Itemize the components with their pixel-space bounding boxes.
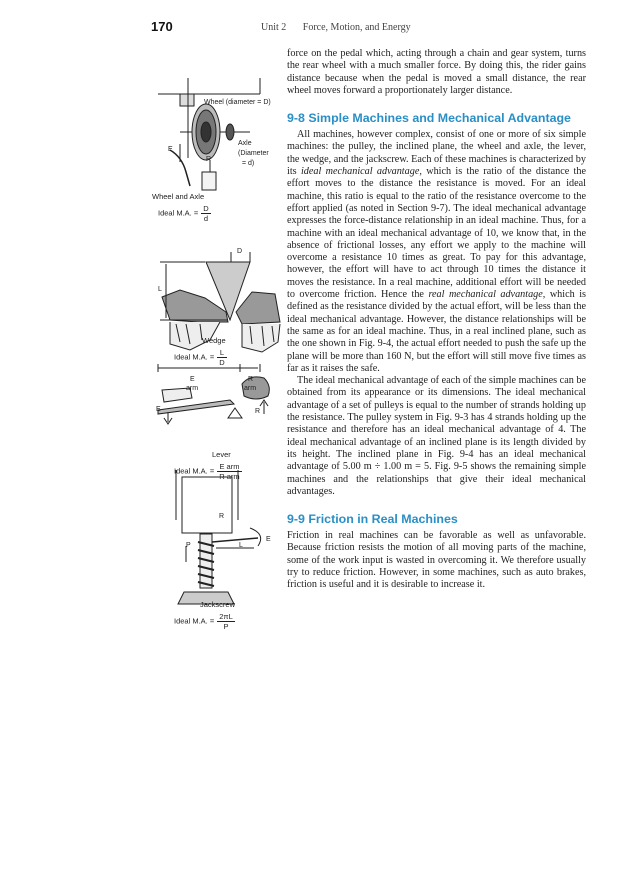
- ma-denominator: P: [223, 622, 229, 631]
- effort-e-label: E: [168, 146, 173, 153]
- ma-denominator: d: [203, 214, 209, 223]
- page-number: 170: [151, 19, 173, 34]
- axle-diameter-value: = d): [242, 160, 255, 167]
- jackscrew-drawing: [176, 470, 261, 604]
- jackscrew-e-label: E: [266, 536, 271, 543]
- wedge-d-label: D: [237, 248, 243, 255]
- ma-denominator: R arm: [219, 472, 240, 481]
- ma-numerator: D: [203, 204, 209, 213]
- jackscrew-r-label: R: [219, 513, 225, 520]
- section-9-8-paragraph-1: [287, 129, 586, 375]
- section-9-9-paragraph-1: Friction in real machines can be favorable as well as unfavorable. Because friction resists the motion of all moving parts of the machine, some of the work input is wasted in overcoming it. We therefore usually try to reduce friction. However, in some machines, such as auto brakes, friction is useful and it is desirable to increase it.: [287, 530, 586, 591]
- ma-prefix: Ideal M.A. =: [174, 466, 215, 476]
- unit-title: Force, Motion, and Energy: [302, 22, 411, 33]
- wedge-formula: [174, 348, 227, 367]
- ma-prefix: Ideal M.A. =: [174, 352, 215, 362]
- ma-prefix: Ideal M.A. =: [158, 208, 199, 218]
- lever-r-arm-label: arm: [244, 385, 257, 392]
- lever-caption: Lever: [212, 450, 231, 459]
- jackscrew-formula: [174, 612, 235, 631]
- ma-prefix: Ideal M.A. =: [174, 616, 215, 626]
- lever-formula: [174, 462, 242, 481]
- text-run: which is defined as the resistance divided by the actual effort, will be less than the ideal mechanical advantage. However, the distance relationships will be the same as for an ideal machine. Thus, in a real inclined plane, such as the one shown in Fig. 9-4, the actual effort needed to push the safe up the plane will be more than 160 N, but the effort will still move five times as far as it raises the safe.: [287, 289, 586, 374]
- lever-effort-label: E: [156, 406, 161, 413]
- ma-numerator: E arm: [217, 462, 241, 472]
- term-ideal-ma: ideal mechanical advantage,: [300, 166, 422, 178]
- ma-fraction: [217, 612, 235, 631]
- axle-label: Axle: [238, 140, 252, 147]
- ma-fraction: [201, 204, 210, 223]
- wheel-label: Wheel (diameter = D): [204, 99, 271, 106]
- wedge-l-label: L: [158, 286, 162, 293]
- intro-paragraph: force on the pedal which, acting through a chain and gear system, turns the rear wheel with a much smaller force. By doing this, the rider gains distance because when the pedal is moved a small distance, the rear wheel moves forward a proportionately larger distance.: [287, 48, 586, 96]
- wedge-caption: Wedge: [202, 336, 226, 345]
- wheel-axle-formula: [158, 204, 211, 223]
- section-9-8-paragraph-2: The ideal mechanical advantage of each of the simple machines can be obtained from its appearance or its dimensions. The ideal mechanical advantage of a set of pulleys is equal to the number of strands holding up the resistance. The pulley system in Fig. 9-3 has 4 strands holding up the resistance and therefore has an ideal mechanical advantage of 4. The ideal mechanical advantage of an inclined plane is its length divided by its height. The inclined plane in Fig. 9-4 has an ideal mechanical advantage of 5.00 m ÷ 1.00 m = 5. Fig. 9-5 shows the remaining simple machines and the relationships that give their ideal mechanical advantages.: [287, 375, 586, 497]
- lever-drawing: [158, 364, 269, 424]
- ma-denominator: D: [219, 358, 225, 367]
- wheel-axle-caption: Wheel and Axle: [152, 192, 205, 201]
- jackscrew-p-label: P: [186, 542, 191, 549]
- jackscrew-caption: Jackscrew: [200, 600, 236, 609]
- ma-numerator: 2πL: [219, 612, 233, 621]
- unit-number: Unit 2: [261, 22, 287, 33]
- ma-numerator: L: [217, 348, 226, 358]
- section-9-8-heading: 9-8 Simple Machines and Mechanical Advantage: [287, 111, 571, 126]
- resistance-r-label: R: [206, 156, 212, 163]
- lever-r-label: R: [248, 376, 254, 383]
- running-header: [151, 19, 571, 35]
- ma-fraction: [217, 462, 241, 481]
- main-text-column: [287, 48, 586, 592]
- text-run: All machines, however complex, consist of one or more of six simple machines: the pulley, the inclined plane, the wheel and axle, the lever, the wedge, and the jackscrew. Each of these machines is characterized by its: [287, 129, 586, 178]
- lever-e-label: E: [190, 376, 195, 383]
- ma-fraction: [217, 348, 226, 367]
- lever-resistance-label: R: [255, 408, 261, 415]
- unit-label: [261, 22, 411, 33]
- jackscrew-l-label: L: [239, 542, 243, 549]
- simple-machines-figure: [150, 72, 284, 632]
- wheel-and-axle-drawing: [158, 78, 260, 190]
- section-9-9-heading: 9-9 Friction in Real Machines: [287, 512, 458, 527]
- text-run: which is the ratio of the distance the effort moves to the distance the resistance is moved. For an ideal machine, this ratio is equal to the ratio of the resistance overcome to the effort applied (as noted in Section 9-7). The ideal mechanical advantage expresses the force-distance relationship in an ideal machine. Thus, for a machine with an ideal mechanical advantage of 10, we know that, in the absence of frictional losses, any effort we apply to the machine will overcome a resistance 10 times as great. To pay for this advantage, however, the effort will have to act through 10 times the distance it moves the resistance. In a real machine, additional effort will be needed to overcome friction. Hence the: [287, 166, 587, 301]
- axle-diameter-label: (Diameter: [238, 150, 269, 157]
- lever-e-arm-label: arm: [186, 385, 199, 392]
- term-real-ma: real mechanical advantage,: [428, 289, 546, 301]
